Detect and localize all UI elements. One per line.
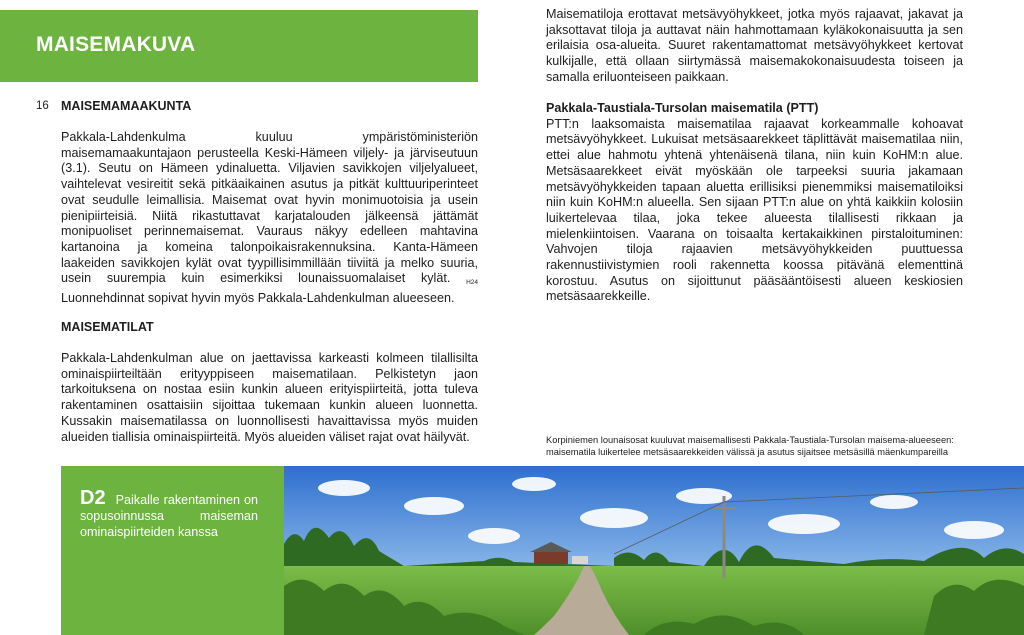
heading-maisematilat: MAISEMATILAT [61,320,154,334]
page-number: 16 [36,100,49,112]
subheading-ptt: Pakkala-Taustiala-Tursolan maisematila (PTT) [546,101,819,115]
ptt-section [546,101,963,305]
guideline-text: Paikalle rakentaminen on sopusoinnussa maiseman ominaispiirteiden kanssa [80,493,258,539]
paragraph-intro: Maisematiloja erottavat metsävyöhykkeet, jotka myös rajaavat, jakavat ja jaksottavat tiloja ja auttavat näin hahmottamaan kyläkokonaisuutta ja sen erilaisia osa-alueita. Suuret rakentamattomat metsävyöhykkeet kertovat kulkijalle, että ollaan siirtymässä maisemakokonaisuudesta toiseen ja samalla eriluonteiseen paikkaan. [546,7,963,84]
paragraph-text: Pakkala-Lahdenkulma kuuluu ympäristöministeriön maisemamaakuntajaon perusteella Keski-Hämeen viljely- ja järviseutuun (3.1). Seutu on Hämeen ydinaluetta. Viljavien savikkojen viljelyalueet, vaihtelevat vesireitit sekä pitkäaikainen asutus ja pitkät kulttuuriperinteet ovat seudulle leimallisia. Maisemat ovat hyvin monimuotoisia ja usein pienipiirteisiä. Niitä rikastuttavat karjatalouden jälkeensä jättämät monipuoliset perinnemaisemat. Vauraus näkyy edelleen mahtavina kartanoina ja komeina talonpoikaisrakennuksina. Kanta-Hämeen laakeiden savikkojen kylät ovat tyypillisimmillään tiiviitä ja melko suuria, usein suurempia kuin esimerkiksi lounaissuomalaiset kylät. [61,130,478,286]
heading-maisemamaakunta: MAISEMAMAAKUNTA [61,99,192,113]
photo-caption [546,434,966,458]
section-banner [0,10,478,82]
guideline-code: D2 [80,487,106,509]
paragraph-maisematilat: Pakkala-Lahdenkulman alue on jaettavissa karkeasti kolmeen tilallisilta ominaispiirteiltään erityyppiseen maisematilaan. Pelkistetyn jaon tarkoituksena on nostaa esiin kunkin alueen erityispiirteitä, jotta tuleva rakentaminen osattaisiin sijoittaa tukemaan kunkin alueen luonnetta. Kussakin maisematilassa on luonnollisesti havaittavissa myös muiden alueiden tiallisia ominaispiirteitä. Myös alueiden väliset rajat ovat häilyvät. [61,351,478,444]
guideline-text-block [80,487,258,540]
caption-line-2: maisematila luikertelee metsäsaarekkeiden välissä ja asutus sijaitsee metsäsillä mäenkumpareilla [546,447,949,457]
landscape-illustration [284,466,1024,635]
paragraph-maisemamaakunta [61,130,478,307]
paragraph-ptt: PTT:n laaksomaista maisematilaa rajaavat korkeammalle kohoavat metsävyöhykkeet. Lukuisat metsäsaarekkeet täplittävät maisematilaa niin, ettei alue hahmotu yhtenä yhtenäisenä tilana, niin kuin KoHM:n alue. Metsäsaarekkeet eivät myöskään ole tarpeeksi suuria jakamaan metsävyöhykkeiden tapaan aluetta erillisiksi pienemmiksi maisematiloiksi niin kuin KoHM:n alueella. Sen sijaan PTT:n alue on yhtä kaikkiin kolosiin luikertelevaa tilaa, joka tekee alueesta tilallisesti rikkaan ja mielenkiintoisen. Vaarana on toisaalta kertakaikkinen pirstaloituminen: Vahvojen tiloja rajaavien metsävyöhykkeiden puuttuessa rakennustiivistymien rooli rakennetta koossa pitävänä elementtinä korostuu. Asutus on sijoittunut pääsääntöisesti alueen keskiosien metsäsaarekkeille. [546,116,963,304]
landscape-photo [284,466,1024,635]
caption-line-1: Korpiniemen lounaisosat kuuluvat maisemallisesti Pakkala-Taustiala-Tursolan maisema-alueeseen: [546,435,954,445]
guideline-box [61,466,284,635]
paragraph-text-continued: Luonnehdinnat sopivat hyvin myös Pakkala-Lahdenkulman alueeseen. [61,291,455,306]
section-title: MAISEMAKUVA [36,33,196,56]
reference-marker: H24 [466,279,479,287]
